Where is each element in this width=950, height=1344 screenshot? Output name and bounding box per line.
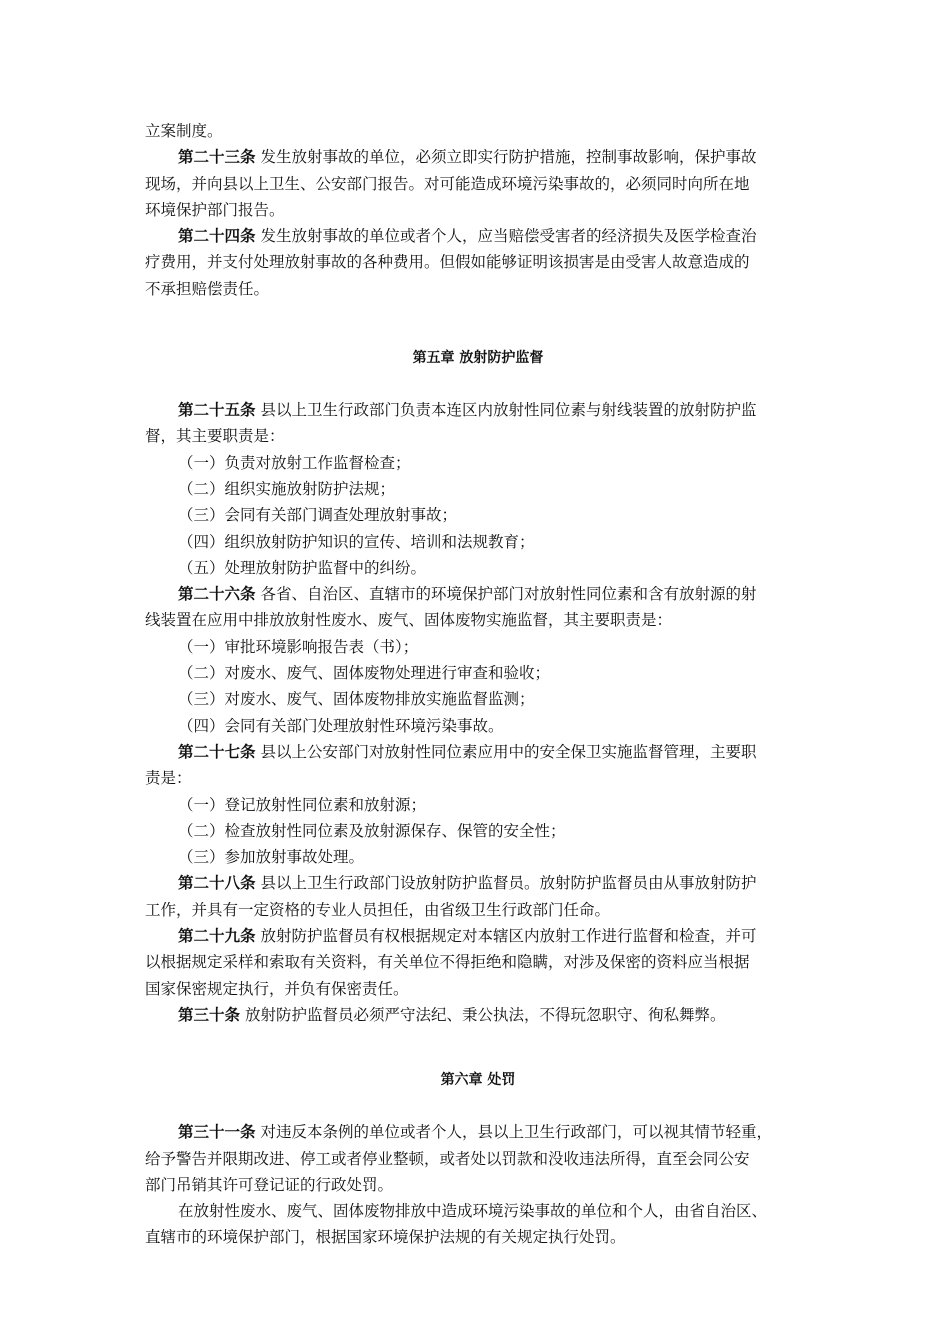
article-27 [145,739,811,765]
article-28 [145,870,811,896]
text-line: 国家保密规定执行，并负有保密责任。 [145,979,409,998]
text-line: 工作，并具有一定资格的专业人员担任，由省级卫生行政部门任命。 [145,900,611,919]
text-line: 线装置在应用中排放放射性废水、废气、固体废物实施监督，其主要职责是： [145,611,673,630]
section-block-1 [145,118,811,302]
article-text: 对违反本条例的单位或者个人，县以上卫生行政部门，可以视其情节轻重， [255,1123,772,1142]
chapter-6-heading: 第六章 处罚 [440,1072,516,1089]
document-page [145,118,811,1251]
article-text: 县以上公安部门对放射性同位素应用中的安全保卫实施监督管理，主要职 [255,742,757,761]
list-item: （二）检查放射性同位素及放射源保存、保管的安全性； [178,821,566,840]
text-line: 不承担赔偿责任。 [145,279,270,298]
list-item: （四）组织放射防护知识的宣传、培训和法规教育； [178,532,535,551]
text-line: 现场，并向县以上卫生、公安部门报告。对可能造成环境污染事故的，必须同时向所在地 [145,174,750,193]
text-line: 环境保护部门报告。 [145,200,285,219]
text-line: 以根据规定采样和索取有关资料，有关单位不得拒绝和隐瞒，对涉及保密的资料应当根据 [145,953,750,972]
article-text: 县以上卫生行政部门设放射防护监督员。放射防护监督员由从事放射防护 [255,874,757,893]
list-item: （一）负责对放射工作监督检查； [178,453,411,472]
article-heading: 第二十八条 [178,874,256,893]
text-line: 立案制度。 [145,122,223,140]
article-text: 县以上卫生行政部门负责本连区内放射性同位素与射线装置的放射防护监 [255,401,757,420]
list-item: （一）登记放射性同位素和放射源； [178,795,427,814]
text-line: 督，其主要职责是： [145,427,285,446]
article-heading: 第二十七条 [178,742,256,761]
list-item: （二）组织实施放射防护法规； [178,479,396,498]
article-23 [145,144,811,170]
chapter-5-heading: 第五章 放射防护监督 [412,350,544,367]
article-heading: 第二十九条 [178,927,256,946]
article-heading: 第二十四条 [178,227,256,246]
text-line: 疗费用，并支付处理放射事故的各种费用。但假如能够证明该损害是由受害人故意造成的 [145,253,750,272]
paragraph: 在放射性废水、废气、固体废物排放中造成环境污染事故的单位和个人，由省自治区、 [178,1202,768,1221]
article-heading: 第三十一条 [178,1123,256,1142]
article-heading: 第二十五条 [178,401,256,420]
article-text: 发生放射事故的单位，必须立即实行防护措施，控制事故影响，保护事故 [255,148,757,167]
text-line: 给予警告并限期改进、停工或者停业整顿，或者处以罚款和没收违法所得，直至会同公安 [145,1149,750,1168]
list-item: （三）会同有关部门调查处理放射事故； [178,506,458,525]
article-26 [145,581,811,607]
text-line: 责是： [145,769,192,788]
article-30 [145,1002,811,1028]
list-item: （四）会同有关部门处理放射性环境污染事故。 [178,716,504,735]
section-block-2 [145,397,811,1028]
section-block-3 [145,1119,811,1250]
list-item: （一）审批环境影响报告表（书）； [178,637,419,656]
article-31 [145,1119,811,1145]
text-line: 部门吊销其许可登记证的行政处罚。 [145,1175,394,1194]
article-heading: 第二十六条 [178,585,256,604]
article-text: 放射防护监督员必须严守法纪、秉公执法，不得玩忽职守、徇私舞弊。 [240,1005,726,1024]
list-item: （二）对废水、废气、固体废物处理进行审查和验收； [178,664,551,683]
article-29 [145,923,811,949]
article-25 [145,397,811,423]
article-24 [145,223,811,249]
list-item: （五）处理放射防护监督中的纠纷。 [178,558,427,577]
article-text: 放射防护监督员有权根据规定对本辖区内放射工作进行监督和检查，并可 [255,927,757,946]
article-heading: 第三十条 [178,1005,241,1024]
list-item: （三）参加放射事故处理。 [178,848,365,867]
text-line: 直辖市的环境保护部门，根据国家环境保护法规的有关规定执行处罚。 [145,1228,626,1247]
article-text: 各省、自治区、直辖市的环境保护部门对放射性同位素和含有放射源的射 [255,585,757,604]
list-item: （三）对废水、废气、固体废物排放实施监督监测； [178,690,535,709]
article-text: 发生放射事故的单位或者个人，应当赔偿受害者的经济损失及医学检查治 [255,227,757,246]
article-heading: 第二十三条 [178,148,256,167]
